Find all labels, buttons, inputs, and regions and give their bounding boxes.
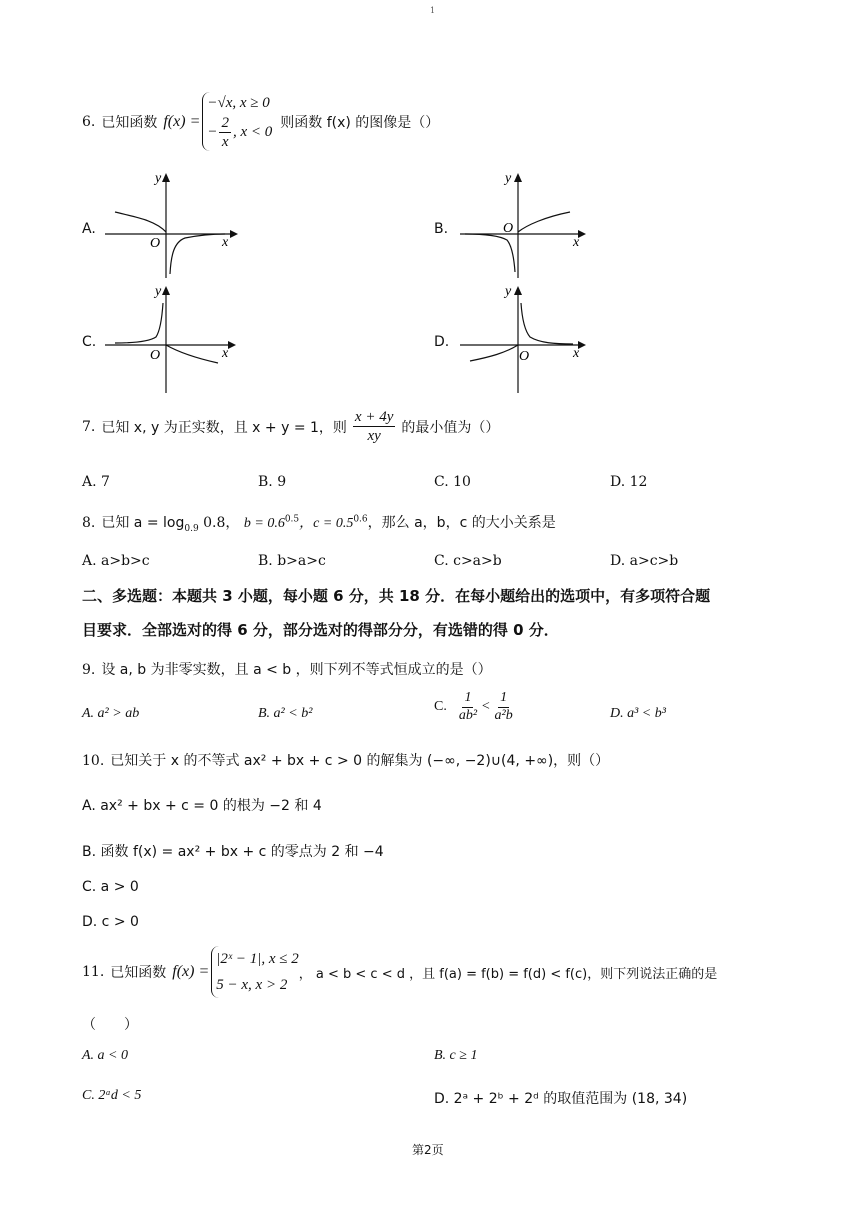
q6-tail: 则函数 f(x) 的图像是（） — [280, 114, 440, 131]
q6-a-x-label: x — [222, 235, 229, 250]
q11-piecewise — [211, 946, 299, 998]
q9-c-den1: ab² — [458, 707, 478, 723]
q8-option-a: A. a>b>c — [82, 553, 150, 569]
section-2-heading-line1: 二、多选题：本题共 3 小题，每小题 6 分，共 18 分．在每小题给出的选项中，有多项符合题 — [82, 587, 711, 605]
q6-option-a-label: A. — [82, 221, 96, 237]
q6-d-origin-label: O — [519, 349, 530, 364]
q11-tail: ， a < b < c < d ，且 f(a) = f(b) = f(d) < f(c)，则下列说法正确的是 — [298, 966, 718, 982]
q6-b-origin-label: O — [503, 221, 514, 236]
q7-frac-den: xy — [367, 428, 381, 444]
q7-option-a: A. 7 — [82, 474, 110, 490]
q8-text-a: 已知 a = log — [101, 515, 185, 531]
q8-c: ，c = 0.5 — [299, 516, 354, 531]
q11-option-c: C. 2ᵃd < 5 — [82, 1088, 142, 1103]
q9-number: 9. — [82, 662, 96, 678]
q10-option-a: A. ax² + bx + c = 0 的根为 −2 和 4 — [82, 798, 322, 814]
q11-lead: 已知函数 — [110, 965, 167, 981]
q8-tail: ，那么 a，b，c 的大小关系是 — [367, 515, 556, 531]
q8-a-tail: 0.8， — [198, 515, 240, 531]
q6-option-c-label: C. — [82, 334, 97, 350]
q6-case2-sign: − — [207, 124, 218, 140]
q10-number: 10. — [82, 753, 105, 769]
q6-graph-c — [100, 283, 240, 395]
q6-number: 6. — [82, 113, 96, 130]
q6-case2-den: x — [221, 134, 229, 150]
q8-option-b: B. b>a>c — [258, 553, 326, 569]
q8-b-sup: 0.5 — [284, 514, 300, 525]
q8-number: 8. — [82, 515, 96, 531]
q6-a-y-label: y — [155, 171, 162, 186]
q8-option-c: C. c>a>b — [434, 553, 502, 569]
q7-option-b: B. 9 — [258, 474, 287, 490]
q8-b: b = 0.6 — [243, 516, 285, 531]
q11-paren: （ ） — [82, 1017, 138, 1033]
q11-number: 11. — [82, 964, 105, 980]
q6-option-d-label: D. — [434, 334, 450, 350]
q9-c-num1: 1 — [462, 690, 473, 708]
question-7 — [82, 408, 499, 445]
q6-graph-a — [100, 170, 240, 280]
question-6 — [82, 92, 439, 151]
q7-lead: 已知 x, y 为正实数，且 x + y = 1，则 — [101, 419, 347, 436]
q10-option-c: C. a > 0 — [82, 879, 139, 895]
q11-option-a: A. a < 0 — [82, 1048, 128, 1063]
q11-case2: 5 − x, x > 2 — [216, 977, 288, 993]
q6-case2-num: 2 — [221, 115, 229, 131]
q6-b-y-label: y — [505, 171, 512, 186]
question-8 — [82, 512, 556, 534]
q6-fx: f(x) = — [163, 112, 201, 130]
q10-text: 已知关于 x 的不等式 ax² + bx + c > 0 的解集为 (−∞, −2)∪(4, +∞)，则（） — [110, 753, 610, 769]
q6-option-b-label: B. — [434, 221, 449, 237]
q11-option-d: D. 2ᵃ + 2ᵇ + 2ᵈ 的取值范围为 (18, 34) — [434, 1091, 688, 1107]
q9-option-b: B. a² < b² — [258, 706, 313, 721]
q6-case2-fraction — [219, 114, 231, 151]
q6-case2-tail: , x < 0 — [232, 124, 273, 140]
q8-option-d: D. a>c>b — [610, 553, 679, 569]
q7-fraction — [353, 408, 395, 445]
q6-c-x-label: x — [222, 346, 229, 361]
question-11 — [82, 946, 717, 998]
q6-c-origin-label: O — [150, 348, 161, 363]
q9-c-op: < — [481, 699, 491, 715]
q6-lead: 已知函数 — [101, 114, 158, 131]
q8-c-sup: 0.6 — [353, 514, 368, 525]
q6-d-y-label: y — [505, 284, 512, 299]
q9-c-den2: a²b — [494, 707, 513, 723]
header-mark: 1 — [430, 6, 436, 15]
q11-fx: f(x) = — [172, 963, 210, 980]
q9-option-a: A. a² > ab — [82, 706, 140, 721]
q6-graph-b — [455, 170, 595, 280]
q9-option-c-label: C. — [434, 699, 447, 715]
q6-d-x-label: x — [573, 346, 580, 361]
q9-option-d: D. a³ < b³ — [610, 706, 666, 721]
q10-option-d: D. c > 0 — [82, 914, 139, 930]
q7-option-c: C. 10 — [434, 474, 471, 490]
question-10 — [82, 750, 609, 770]
q9-option-c — [434, 690, 517, 725]
q9-c-num2: 1 — [498, 690, 509, 708]
q6-piecewise — [202, 92, 272, 151]
q6-case2 — [207, 114, 272, 151]
q9-c-fraction-2 — [493, 690, 515, 725]
q6-c-y-label: y — [155, 284, 162, 299]
q7-frac-num: x + 4y — [354, 409, 394, 425]
q6-case1: −√x, x ≥ 0 — [207, 95, 270, 111]
q6-graph-d — [455, 283, 595, 395]
q11-option-b: B. c ≥ 1 — [434, 1048, 478, 1063]
q11-case1: |2ˣ − 1|, x ≤ 2 — [216, 951, 299, 967]
page-number: 第2页 — [412, 1143, 444, 1157]
q6-a-origin-label: O — [150, 236, 161, 251]
section-2-heading-line2: 目要求．全部选对的得 6 分，部分选对的得部分分，有选错的得 0 分． — [82, 621, 559, 639]
q9-text: 设 a, b 为非零实数，且 a < b ，则下列不等式恒成立的是（） — [101, 662, 492, 678]
q7-tail: 的最小值为（） — [401, 419, 500, 436]
q8-a-sub: 0.9 — [184, 523, 199, 534]
question-9 — [82, 659, 492, 679]
q10-option-b: B. 函数 f(x) = ax² + bx + c 的零点为 2 和 −4 — [82, 844, 384, 860]
q9-c-fraction-1 — [457, 690, 479, 725]
q6-b-x-label: x — [573, 235, 580, 250]
q7-number: 7. — [82, 418, 96, 435]
q7-option-d: D. 12 — [610, 474, 648, 490]
